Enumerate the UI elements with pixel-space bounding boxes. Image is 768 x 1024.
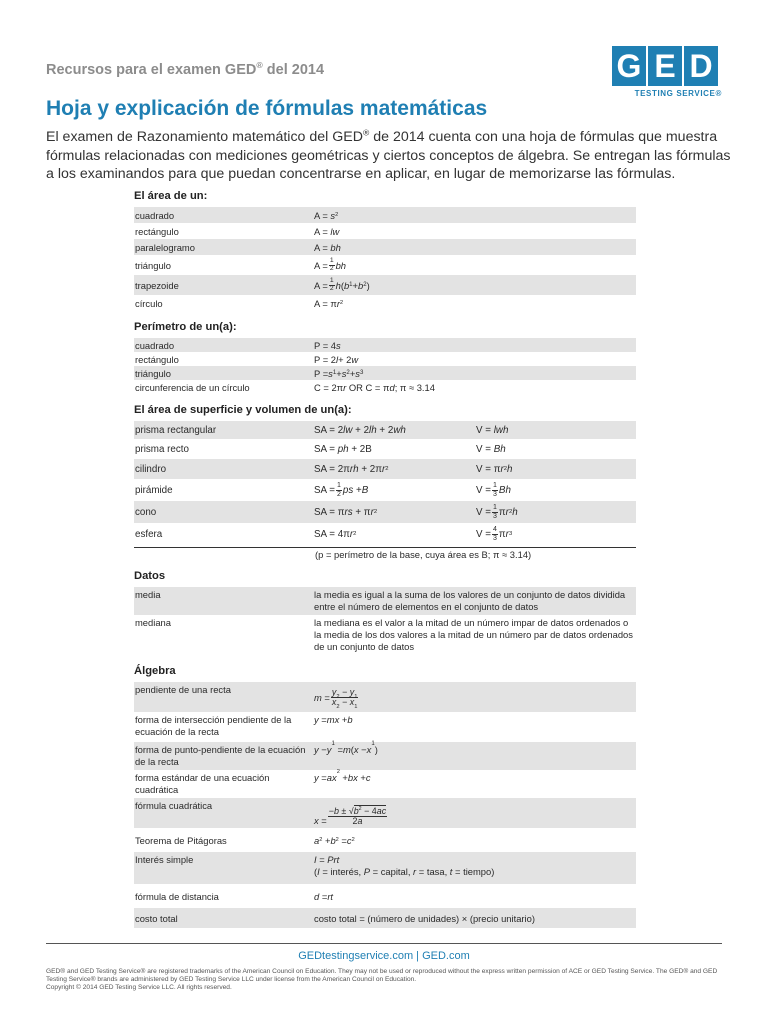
row-text: la mediana es el valor a la mitad de un número impar de datos ordenados o la media de los dos valores a la mitad de un número par de datos ordenados de un conjunto de datos xyxy=(314,617,633,652)
footer-legal xyxy=(46,968,722,993)
row-label: forma estándar de una ecuación cuadrática xyxy=(135,772,270,795)
intro-paragraph: El examen de Razonamiento matemático del GED® de 2014 cuenta con una hoja de fórmulas que muestra fórmulas relacionadas con mediciones geométricas y ciertos conceptos de álgebra. Se entregan las fórmulas a los examinandos para que puedan concentrarse en aplicar, en lugar de memorizarse las fórmulas. xyxy=(46,127,731,182)
row-formula: x = $\frac{-b \pm √b^2 - 4ac}{2a}$ xyxy=(314,806,387,827)
logo-letter-d: D xyxy=(684,46,718,86)
row-label: circunferencia de un círculo xyxy=(135,381,250,393)
row-sa-formula: SA = ph + 2B xyxy=(314,443,372,455)
table-row xyxy=(134,223,636,239)
row-formula: a 2 + b 2 = c 2 xyxy=(314,834,355,846)
row-sa-formula: SA = 2π rh + 2π r 2 xyxy=(314,463,389,475)
table-row xyxy=(134,828,636,852)
area-section-title: El área de un: xyxy=(134,190,208,202)
row-sa-formula: SA = π rs + π r 2 xyxy=(314,506,378,518)
row-label: paralelogramo xyxy=(135,241,195,253)
row-label: mediana xyxy=(135,617,171,628)
legal-trademarks: GED® and GED Testing Service® are registered trademarks of the American Council on Education. They may not be used or reproduced without the express written permission of ACE or GED Testing Service. The GED® and GED Testing Service® brands are administered by GED Testing Service LLC under license from the American Council on Education. xyxy=(46,968,718,984)
table-row xyxy=(134,380,636,394)
row-label: cuadrado xyxy=(135,339,175,351)
row-sa-formula: SA = 2 lw + 2 lh + 2 wh xyxy=(314,424,406,436)
row-label: fórmula de distancia xyxy=(135,890,219,902)
simple-interest-formula: I = Prt xyxy=(314,854,340,865)
table-row xyxy=(134,501,636,523)
logo-letter-e: E xyxy=(648,46,682,86)
table-row xyxy=(134,479,636,501)
row-v-formula: V = $\frac{1}{3}$ Bh xyxy=(476,482,511,498)
row-formula: A = $\frac{1}{2}$ h ( b 1 + b 2 ) xyxy=(314,276,370,292)
row-v-formula: V = $\frac{4}{3}$ π r 3 xyxy=(476,526,513,542)
footer-divider xyxy=(46,943,722,944)
datos-section-title: Datos xyxy=(134,570,166,582)
formula-content xyxy=(134,190,636,928)
table-row xyxy=(134,852,636,884)
row-sa-formula: SA = $\frac{1}{2}$ ps + B xyxy=(314,482,369,498)
table-row xyxy=(134,421,636,439)
table-row xyxy=(134,239,636,255)
row-label: prisma recto xyxy=(135,443,189,455)
page-title: Hoja y explicación de fórmulas matemáticas xyxy=(46,97,488,120)
row-formula: d = rt xyxy=(314,890,334,902)
row-formula: A = $\frac{1}{2}$ bh xyxy=(314,256,347,272)
logo-letter-g: G xyxy=(612,46,646,86)
row-v-formula: V = lwh xyxy=(476,424,509,436)
table-row xyxy=(134,255,636,275)
row-label: fórmula cuadrática xyxy=(135,800,213,811)
logo-tagline: TESTING SERVICE® xyxy=(634,89,722,98)
row-formula: y − y 1 = m ( x − x 1 ) xyxy=(314,740,378,755)
row-sa-formula: SA = 4π r 2 xyxy=(314,528,357,540)
row-label: rectángulo xyxy=(135,225,179,237)
row-label: costo total xyxy=(135,912,178,924)
row-label: media xyxy=(135,589,161,600)
table-row xyxy=(134,908,636,928)
row-label: círculo xyxy=(135,297,163,309)
row-label: rectángulo xyxy=(135,353,179,365)
table-row xyxy=(134,884,636,908)
legal-copyright: Copyright © 2014 GED Testing Service LLC. All rights reserved. xyxy=(46,984,232,992)
table-row xyxy=(134,682,636,712)
row-formula xyxy=(314,854,636,882)
table-row xyxy=(134,459,636,479)
algebra-section-title: Álgebra xyxy=(134,665,176,677)
row-v-formula: V = π r 2 h xyxy=(476,463,513,475)
ged-logo xyxy=(612,46,722,98)
row-formula: A = π r 2 xyxy=(314,297,344,309)
table-row xyxy=(134,712,636,742)
row-label: forma de punto-pendiente de la ecuación de la recta xyxy=(135,744,306,767)
table-row xyxy=(134,798,636,828)
table-row xyxy=(134,523,636,545)
perimeter-section-title: Perímetro de un(a): xyxy=(134,321,237,333)
row-label: triángulo xyxy=(135,259,171,271)
table-row xyxy=(134,439,636,459)
row-label: forma de intersección pendiente de la ecuación de la recta xyxy=(135,714,292,737)
surface-section-title: El área de superficie y volumen de un(a): xyxy=(134,404,352,416)
row-formula: C = 2π r OR C = π d ; π ≈ 3.14 xyxy=(314,381,435,393)
row-formula: P = 4 s xyxy=(314,339,341,351)
row-formula: costo total = (número de unidades) × (precio unitario) xyxy=(314,912,535,924)
table-row xyxy=(134,207,636,223)
row-label: trapezoide xyxy=(135,279,179,291)
table-row xyxy=(134,338,636,352)
table-row xyxy=(134,366,636,380)
row-label: pendiente de una recta xyxy=(135,684,231,695)
table-row xyxy=(134,742,636,770)
table-row xyxy=(134,587,636,615)
row-label: prisma rectangular xyxy=(135,424,217,436)
row-label: cono xyxy=(135,506,157,518)
row-formula: m = $\frac{y_2 - y_1}{x_2 - x_1}$ xyxy=(314,686,358,710)
row-label: pirámide xyxy=(135,484,173,496)
row-v-formula: V = $\frac{1}{3}$ π r 2 h xyxy=(476,504,518,520)
simple-interest-legend: (I = interés, P = capital, r = tasa, t = tiempo) xyxy=(314,866,495,877)
row-label: cuadrado xyxy=(135,209,175,221)
table-row xyxy=(134,275,636,295)
table-row xyxy=(134,770,636,798)
table-row xyxy=(134,295,636,311)
header-subtitle: Recursos para el examen GED® del 2014 xyxy=(46,60,325,78)
row-formula: P = 2 l + 2 w xyxy=(314,353,359,365)
table-row xyxy=(134,615,636,655)
table-row xyxy=(134,352,636,366)
row-v-formula: V = Bh xyxy=(476,443,506,455)
row-formula: A = s 2 xyxy=(314,209,339,221)
surface-note: (p = perímetro de la base, cuya área es B; π ≈ 3.14) xyxy=(134,547,636,560)
row-label: cilindro xyxy=(135,463,167,475)
row-label: esfera xyxy=(135,528,163,540)
row-formula: P = s 1 + s 2 + s 3 xyxy=(314,367,364,379)
footer-link[interactable]: GEDtestingservice.com | GED.com xyxy=(298,950,470,962)
row-text: la media es igual a la suma de los valores de un conjunto de datos dividida entre el número de elementos en el conjunto de datos xyxy=(314,589,626,612)
row-formula: y = ax 2 + bx + c xyxy=(314,769,371,783)
row-label: Teorema de Pitágoras xyxy=(135,834,227,846)
row-formula: y = mx + b xyxy=(314,714,353,725)
row-formula: A = bh xyxy=(314,241,341,253)
row-formula: A = lw xyxy=(314,225,340,237)
row-label: triángulo xyxy=(135,367,171,379)
row-label: Interés simple xyxy=(135,854,194,865)
